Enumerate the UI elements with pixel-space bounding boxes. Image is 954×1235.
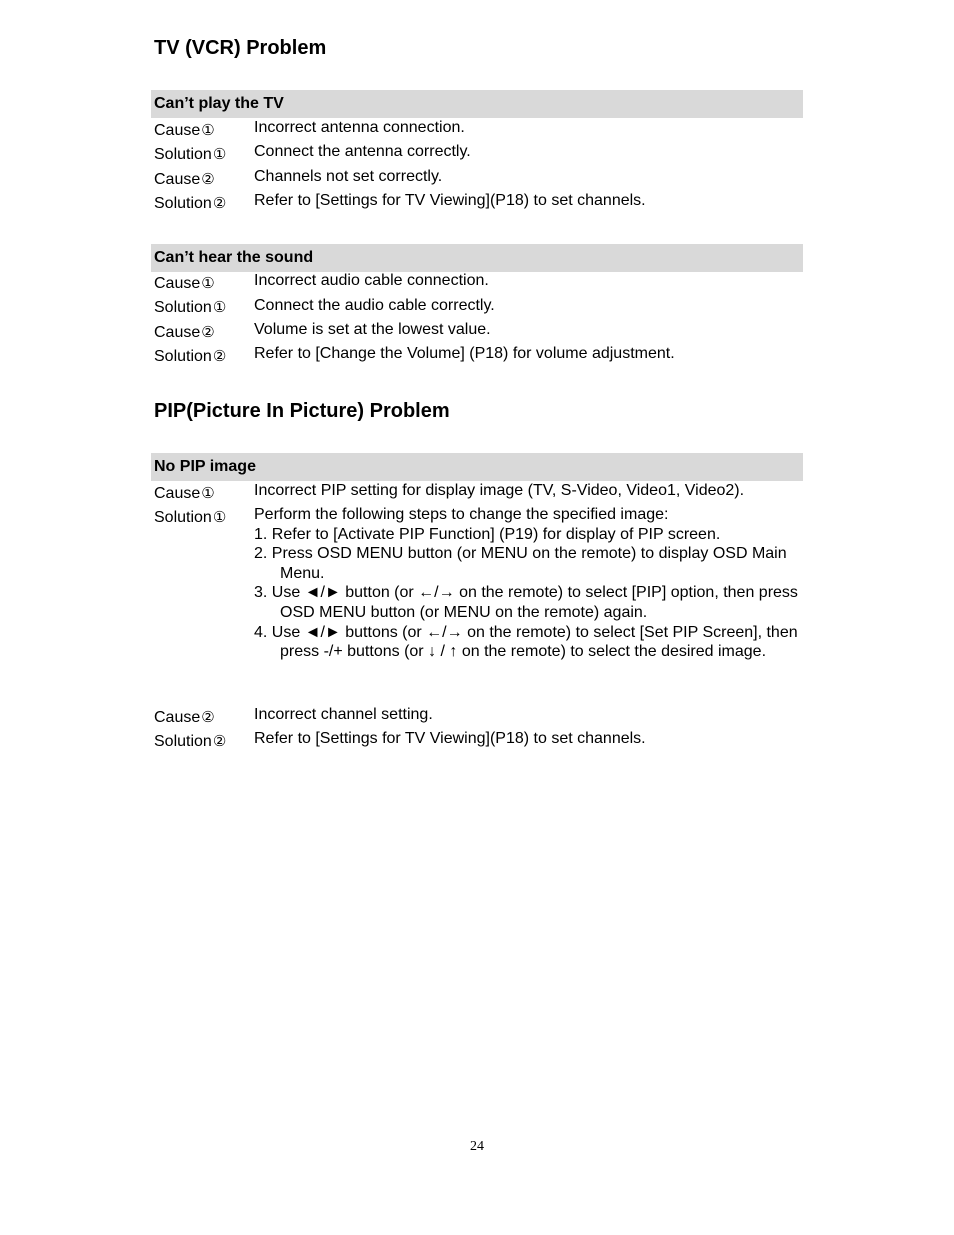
step-item: 1. Refer to [Activate PIP Function] (P19) for display of PIP screen. xyxy=(254,525,721,543)
section-title-tv-vcr: TV (VCR) Problem xyxy=(154,37,327,59)
row-label: Solution② xyxy=(154,194,227,212)
row-text: Incorrect antenna connection. xyxy=(254,119,465,136)
row-text: Incorrect PIP setting for display image (TV, S-Video, Video1, Video2). xyxy=(254,482,745,499)
row-text: Perform the following steps to change the specified image: xyxy=(254,506,669,523)
row-text: Channels not set correctly. xyxy=(254,168,443,185)
row-label: Solution① xyxy=(154,508,227,526)
problem-heading-text: Can’t play the TV xyxy=(154,95,284,112)
row-text: Incorrect audio cable connection. xyxy=(254,272,489,289)
page-number: 24 xyxy=(470,1139,484,1154)
row-label: Solution① xyxy=(154,145,227,163)
row-label: Cause② xyxy=(154,708,215,726)
problem-heading-text: No PIP image xyxy=(154,458,256,475)
row-text: Refer to [Change the Volume] (P18) for volume adjustment. xyxy=(254,345,675,362)
row-label: Cause① xyxy=(154,484,215,502)
problem-heading-cant-hear-sound xyxy=(151,244,803,272)
row-text: Connect the antenna correctly. xyxy=(254,143,471,160)
row-label: Solution② xyxy=(154,347,227,365)
row-text: Incorrect channel setting. xyxy=(254,706,433,723)
row-label: Cause② xyxy=(154,170,215,188)
row-label: Cause① xyxy=(154,274,215,292)
problem-heading-cant-play-tv xyxy=(151,90,803,118)
row-text: Connect the audio cable correctly. xyxy=(254,297,495,314)
problem-heading-no-pip-image xyxy=(151,453,803,481)
row-label: Cause② xyxy=(154,323,215,341)
row-label: Solution① xyxy=(154,298,227,316)
row-text: Refer to [Settings for TV Viewing](P18) to set channels. xyxy=(254,730,646,747)
row-text: Refer to [Settings for TV Viewing](P18) to set channels. xyxy=(254,192,646,209)
row-label: Solution② xyxy=(154,732,227,750)
problem-heading-text: Can’t hear the sound xyxy=(154,249,314,266)
section-title-pip: PIP(Picture In Picture) Problem xyxy=(154,400,450,422)
row-text: Volume is set at the lowest value. xyxy=(254,321,491,338)
row-label: Cause① xyxy=(154,121,215,139)
solution-steps xyxy=(254,505,814,662)
step-item: 4. Use ◄/► buttons (or ←/→ on the remote) to select [Set PIP Screen], then press -/+ buttons (or ↓ / ↑ on the remote) to select the desired image. xyxy=(254,623,798,661)
step-item: 3. Use ◄/► button (or ←/→ on the remote) to select [PIP] option, then press OSD MENU button (or MENU on the remote) again. xyxy=(254,584,798,621)
step-item: 2. Press OSD MENU button (or MENU on the remote) to display OSD Main Menu. xyxy=(254,545,787,582)
